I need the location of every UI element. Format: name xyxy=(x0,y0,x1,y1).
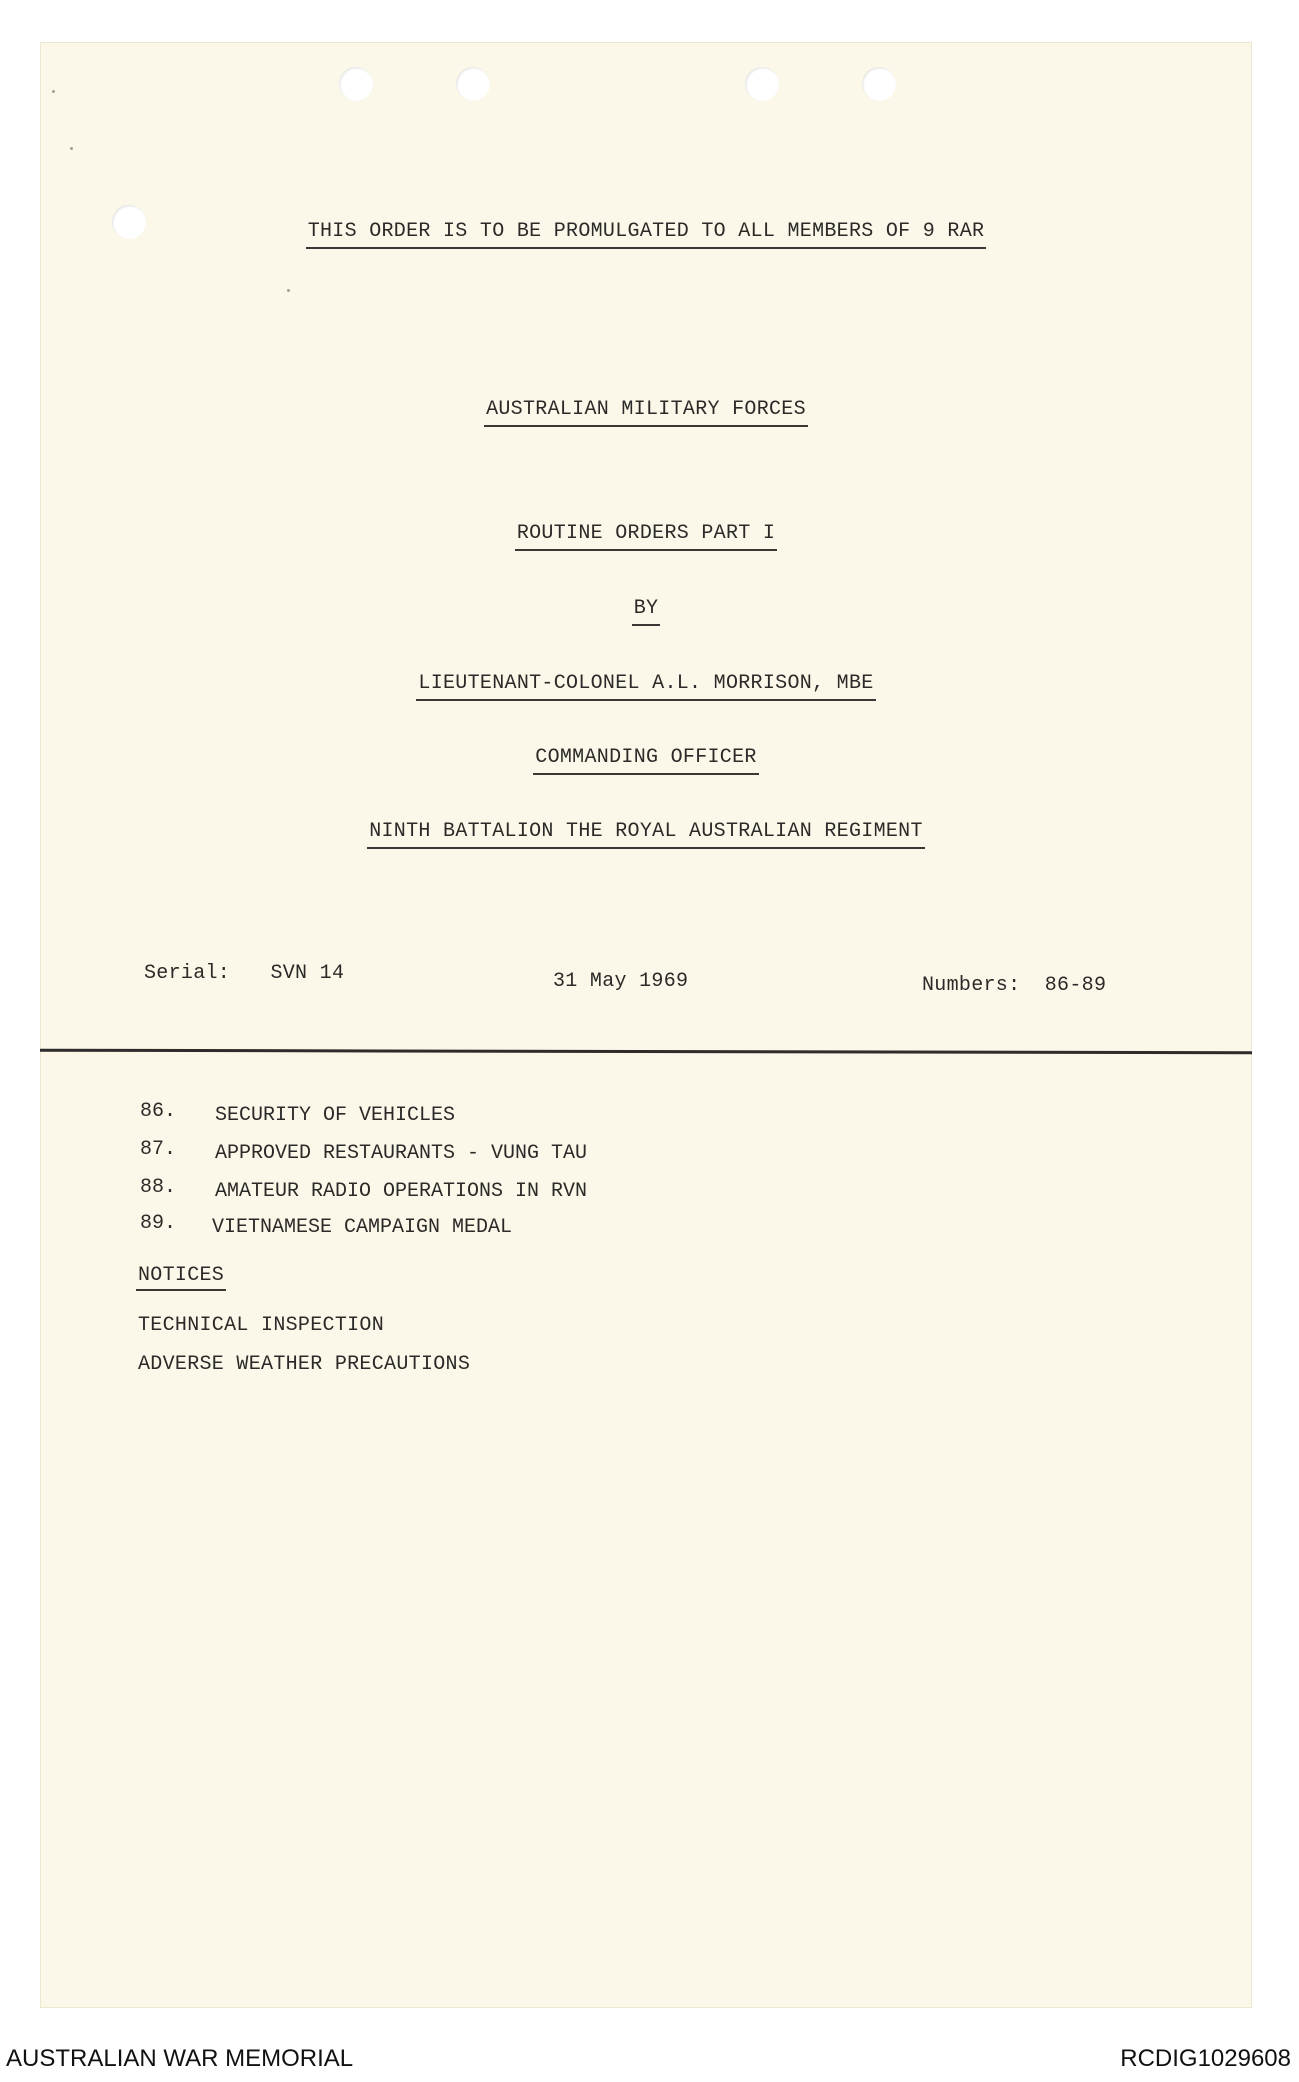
paper-speck xyxy=(70,147,73,150)
header-role xyxy=(40,746,1252,775)
numbers-field xyxy=(922,974,1106,997)
item-title: APPROVED RESTAURANTS - VUNG TAU xyxy=(215,1142,588,1165)
notices-heading-text: NOTICES xyxy=(136,1264,226,1291)
header-unit-text: NINTH BATTALION THE ROYAL AUSTRALIAN REGIMENT xyxy=(367,820,925,849)
punch-hole-1 xyxy=(339,67,373,101)
notice-entry-2: ADVERSE WEATHER PRECAUTIONS xyxy=(138,1353,471,1376)
numbers-label: Numbers: xyxy=(922,974,1021,997)
item-title: SECURITY OF VEHICLES xyxy=(215,1104,456,1127)
serial-value: SVN 14 xyxy=(270,962,345,985)
header-by-text: BY xyxy=(632,597,661,626)
punch-hole-2 xyxy=(456,67,490,101)
header-unit xyxy=(40,820,1252,849)
promulgation-notice-text: THIS ORDER IS TO BE PROMULGATED TO ALL MEMBERS OF 9 RAR xyxy=(306,220,987,249)
header-commander xyxy=(40,672,1252,701)
header-force-text: AUSTRALIAN MILITARY FORCES xyxy=(484,398,808,427)
item-title: VIETNAMESE CAMPAIGN MEDAL xyxy=(212,1216,513,1239)
footer-catalogue-id: RCDIG1029608 xyxy=(1120,2045,1291,2072)
footer-institution: AUSTRALIAN WAR MEMORIAL xyxy=(6,2045,354,2072)
paper-speck xyxy=(287,289,290,292)
promulgation-notice xyxy=(40,220,1252,249)
item-number: 87. xyxy=(140,1138,177,1161)
header-force xyxy=(40,398,1252,427)
punch-hole-4 xyxy=(862,67,896,101)
item-number: 89. xyxy=(140,1212,177,1235)
separator-rule xyxy=(40,1049,1252,1055)
item-title: AMATEUR RADIO OPERATIONS IN RVN xyxy=(215,1180,588,1203)
serial-label: Serial: xyxy=(144,962,231,985)
item-number: 88. xyxy=(140,1176,177,1199)
header-commander-text: LIEUTENANT-COLONEL A.L. MORRISON, MBE xyxy=(416,672,875,701)
notice-entry-1: TECHNICAL INSPECTION xyxy=(138,1314,385,1337)
header-order-type-text: ROUTINE ORDERS PART I xyxy=(515,522,777,551)
punch-hole-3 xyxy=(745,67,779,101)
order-date: 31 May 1969 xyxy=(553,970,689,993)
header-order-type xyxy=(40,522,1252,551)
notices-heading xyxy=(136,1264,226,1291)
header-role-text: COMMANDING OFFICER xyxy=(533,746,758,775)
item-number: 86. xyxy=(140,1100,177,1123)
header-by xyxy=(40,597,1252,626)
document-page xyxy=(40,42,1252,2008)
numbers-value: 86-89 xyxy=(1044,974,1107,997)
serial-field xyxy=(144,962,344,985)
paper-speck xyxy=(52,90,55,93)
